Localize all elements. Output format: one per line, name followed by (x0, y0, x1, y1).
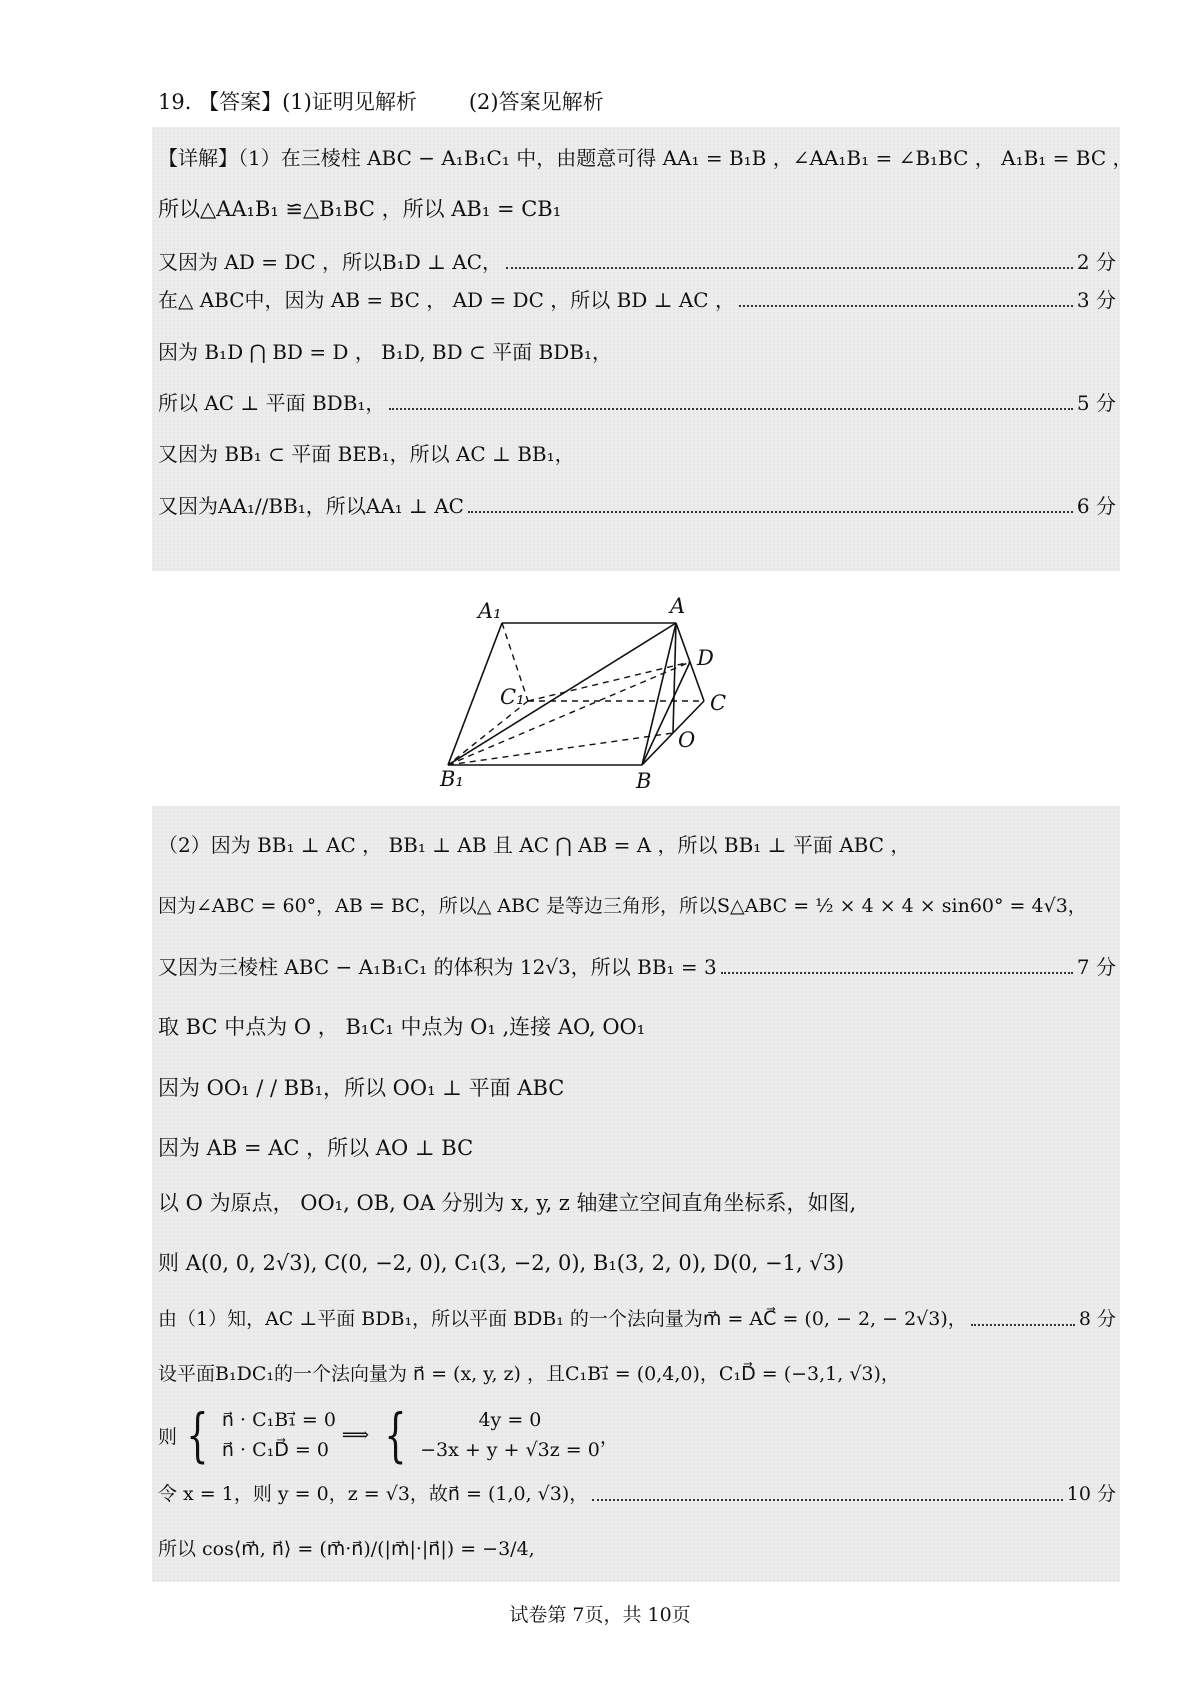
p2-line11 (158, 1475, 1116, 1509)
score-mark: 10 分 (1066, 1482, 1116, 1505)
p1-line3 (158, 243, 1116, 277)
label-b: B (636, 769, 652, 790)
system-left-bottom: n⃗ · C₁D⃗ = 0 (221, 1439, 329, 1461)
p1-line2: 所以△AA₁B₁ ≌△B₁BC ，所以 AB₁ = CB₁ (158, 197, 562, 221)
system-right-bottom: −3x + y + √3z = 0 (420, 1439, 600, 1461)
p2-line4: 取 BC 中点为 O ， B₁C₁ 中点为 O₁ ,连接 AO, OO₁ (158, 1015, 646, 1039)
score-mark: 6 分 (1076, 493, 1116, 518)
leader-dots (971, 1324, 1075, 1326)
system-prefix: 则 (158, 1425, 178, 1448)
p1-line4 (158, 281, 1116, 315)
equation-system (158, 1398, 619, 1472)
leader-dots (592, 1499, 1063, 1501)
p1-line3-text: 又因为 AD = DC ，所以B₁D ⊥ AC， (158, 249, 503, 274)
system-suffix: ， (599, 1425, 619, 1448)
p1-line5: 因为 B₁D ⋂ BD = D ， B₁D, BD ⊂ 平面 BDB₁， (158, 339, 612, 364)
p2-line9-text: 由（1）知，AC ⊥平面 BDB₁，所以平面 BDB₁ 的一个法向量为m⃗ = AC⃗ = (0, − 2, − 2√3)， (158, 1307, 967, 1330)
p1-line8-text: 又因为AA₁//BB₁，所以AA₁ ⊥ AC (158, 493, 464, 518)
answer-tag: 【答案】 (198, 90, 283, 114)
p2-line3 (158, 948, 1116, 982)
edge-a-b (642, 623, 676, 765)
left-brace: { (186, 1401, 209, 1469)
leader-dots (506, 267, 1073, 269)
p1-line6 (158, 384, 1116, 418)
edge-a-o (673, 623, 676, 733)
implies-arrow: ⟹ (341, 1424, 370, 1446)
p1-line7: 又因为 BB₁ ⊂ 平面 BEB₁，所以 AC ⊥ BB₁， (158, 441, 575, 466)
leader-dots (468, 511, 1073, 513)
label-a: A (670, 594, 686, 618)
p2-line9 (158, 1300, 1116, 1334)
edge-a-b1 (448, 623, 676, 765)
label-c: C (710, 691, 727, 715)
question-number: 19. (158, 90, 192, 114)
answer-heading (158, 86, 604, 116)
label-a1: A₁ (478, 599, 502, 623)
score-mark: 2 分 (1076, 249, 1116, 274)
label-d: D (697, 646, 714, 670)
label-b1: B₁ (440, 767, 464, 790)
system-left-top: n⃗ · C₁B₁⃗ = 0 (221, 1409, 336, 1431)
p1-line1: 【详解】（1）在三棱柱 ABC − A₁B₁C₁ 中，由题意可得 AA₁ = B₁B ，∠AA₁B₁ = ∠B₁BC ， A₁B₁ = BC ， (158, 145, 1133, 170)
system-left (222, 1405, 336, 1465)
p2-line7: 以 O 为原点， OO₁, OB, OA 分别为 x, y, z 轴建立空间直角坐标系，如图, (158, 1191, 857, 1215)
p2-line8: 则 A(0, 0, 2√3), C(0, −2, 0), C₁(3, −2, 0), B₁(3, 2, 0), D(0, −1, √3) (158, 1251, 845, 1275)
prism-figure (400, 590, 780, 790)
p1-line4-text: 在△ ABC中，因为 AB = BC ， AD = DC ，所以 BD ⊥ AC ， (158, 287, 735, 312)
p1-line6-text: 所以 AC ⊥ 平面 BDB₁， (158, 390, 386, 415)
score-mark: 7 分 (1076, 954, 1116, 979)
label-o: O (678, 728, 696, 752)
p2-line1: （2）因为 BB₁ ⊥ AC ， BB₁ ⊥ AB 且 AC ⋂ AB = A ，所以 BB₁ ⊥ 平面 ABC ， (158, 832, 911, 857)
page-footer: 试卷第 7页，共 10页 (509, 1604, 691, 1626)
leader-dots (389, 408, 1072, 410)
p2-line12: 所以 cos⟨m⃗, n⃗⟩ = (m⃗·n⃗)/(|m⃗|·|n⃗|) = −3/4, (158, 1537, 535, 1560)
leader-dots (721, 972, 1073, 974)
leader-dots (739, 305, 1073, 307)
score-mark: 8 分 (1078, 1307, 1116, 1330)
p2-line2: 因为∠ABC = 60°，AB = BC，所以△ ABC 是等边三角形，所以S△ABC = ½ × 4 × 4 × sin60° = 4√3， (158, 894, 1087, 917)
p1-line8 (158, 487, 1116, 521)
label-c1: C₁ (500, 685, 525, 709)
score-mark: 3 分 (1076, 287, 1116, 312)
answer-part2: (2)答案见解析 (468, 90, 604, 114)
score-mark: 5 分 (1076, 390, 1116, 415)
p2-line10: 设平面B₁DC₁的一个法向量为 n⃗ = (x, y, z) ，且C₁B₁⃗ = (0,4,0)，C₁D⃗ = (−3,1, √3)， (158, 1362, 900, 1385)
system-right-top: 4y = 0 (478, 1409, 542, 1431)
answer-part1: (1)证明见解析 (282, 90, 417, 114)
system-right (420, 1405, 600, 1465)
right-brace: { (384, 1401, 407, 1469)
p2-line6: 因为 AB = AC ，所以 AO ⊥ BC (158, 1136, 474, 1160)
p2-line11-text: 令 x = 1，则 y = 0，z = √3，故n⃗ = (1,0, √3)， (158, 1482, 589, 1505)
p2-line3-text: 又因为三棱柱 ABC − A₁B₁C₁ 的体积为 12√3，所以 BB₁ = 3 (158, 954, 717, 979)
p2-line5: 因为 OO₁ / / BB₁，所以 OO₁ ⊥ 平面 ABC (158, 1076, 565, 1100)
